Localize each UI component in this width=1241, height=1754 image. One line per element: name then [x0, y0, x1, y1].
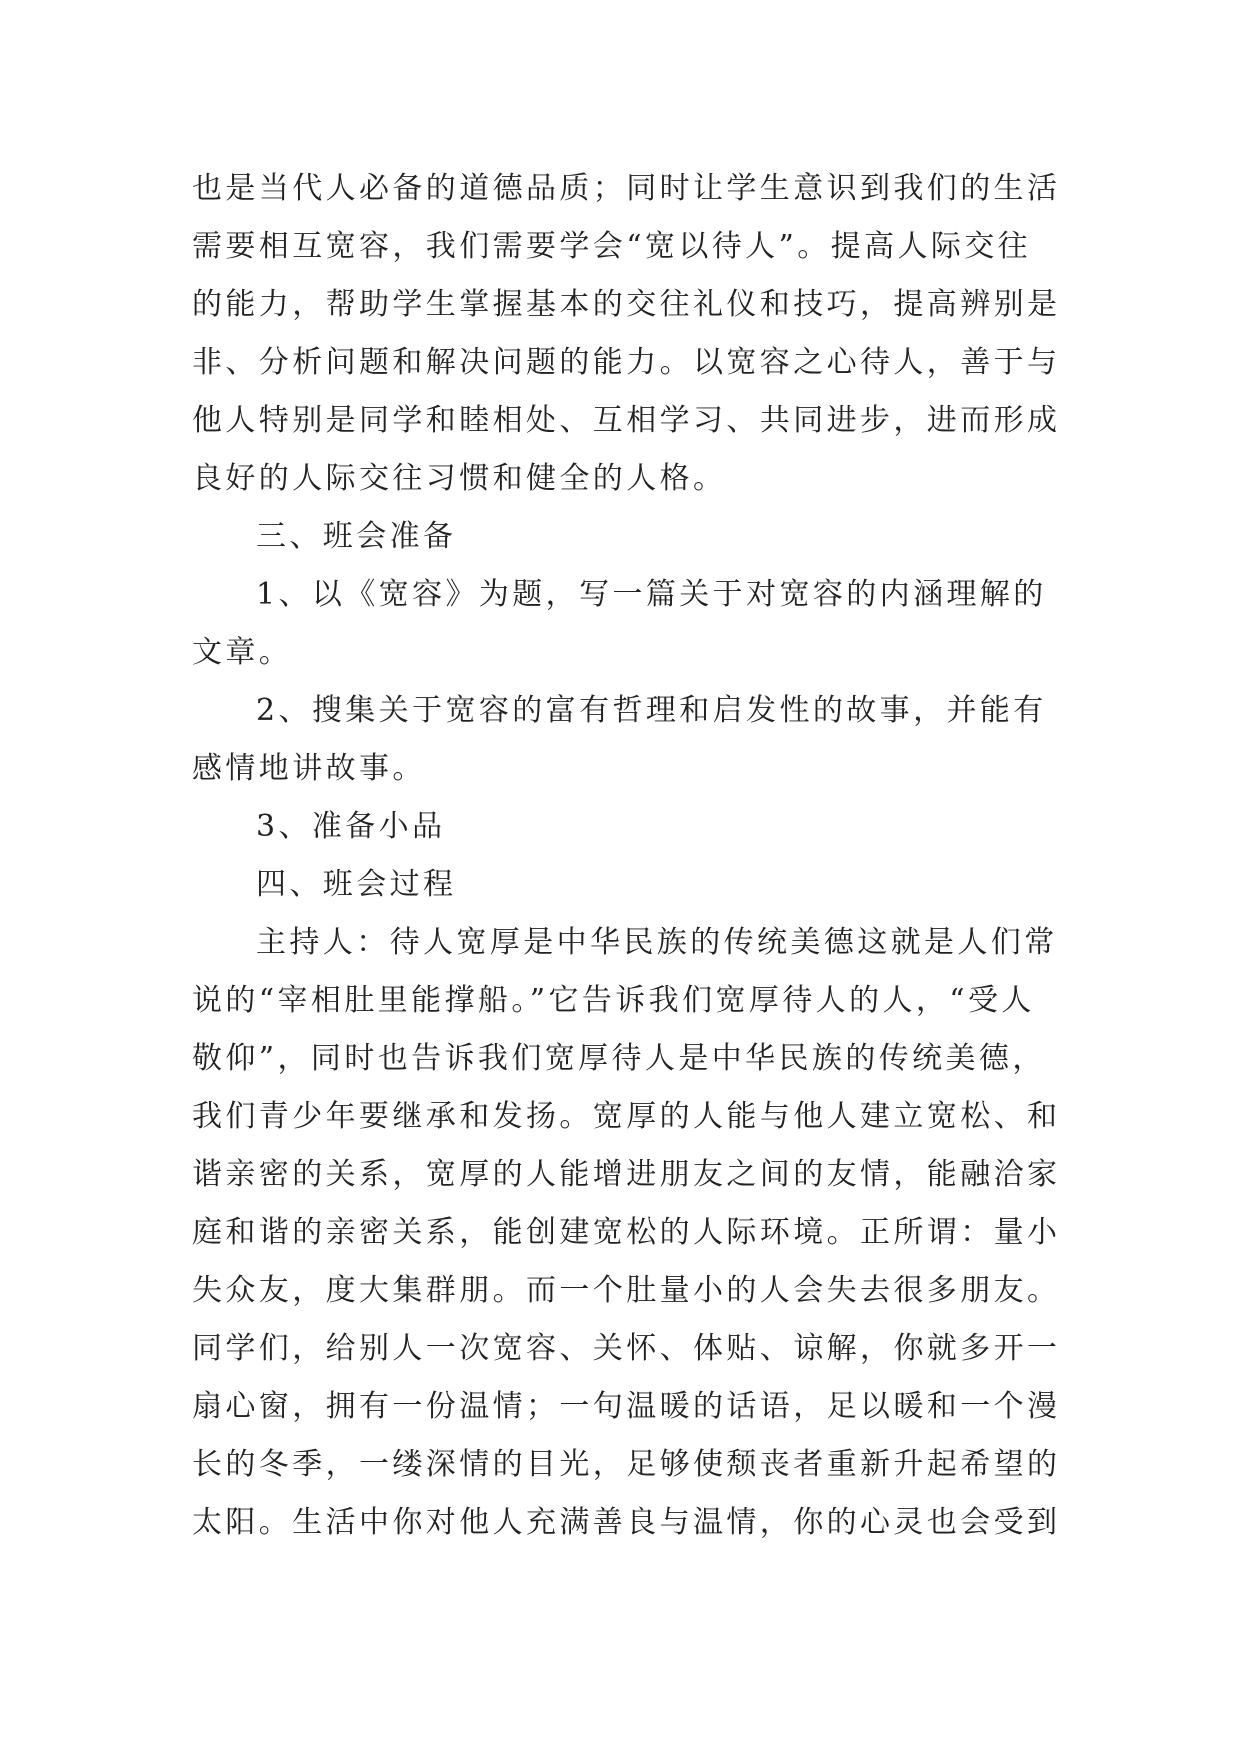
text-line: 也是当代人必备的道德品质；同时让学生意识到我们的生活 — [192, 171, 1061, 206]
text-line: 他人特别是同学和睦相处、互相学习、共同进步，进而形成 — [192, 403, 1061, 438]
text-line: 同学们，给别人一次宽容、关怀、体贴、谅解，你就多开一 — [192, 1331, 1061, 1366]
list-item: 2、搜集关于宽容的富有哲理和启发性的故事，并能有 — [256, 693, 1047, 728]
text-line: 良好的人际交往习惯和健全的人格。 — [192, 461, 727, 496]
text-line: 谐亲密的关系，宽厚的人能增进朋友之间的友情，能融洽家 — [192, 1157, 1061, 1192]
text-line: 失众友，度大集群朋。而一个肚量小的人会失去很多朋友。 — [192, 1273, 1061, 1308]
text-line: 庭和谐的亲密关系，能创建宽松的人际环境。正所谓：量小 — [192, 1215, 1061, 1250]
text-line: 的能力，帮助学生掌握基本的交往礼仪和技巧，提高辨别是 — [192, 287, 1061, 322]
text-line: 我们青少年要继承和发扬。宽厚的人能与他人建立宽松、和 — [192, 1099, 1061, 1134]
text-line: 扇心窗，拥有一份温情；一句温暖的话语，足以暖和一个漫 — [192, 1389, 1061, 1424]
text-line: 非、分析问题和解决问题的能力。以宽容之心待人，善于与 — [192, 345, 1061, 380]
text-line: 敬仰”，同时也告诉我们宽厚待人是中华民族的传统美德， — [192, 1041, 1046, 1076]
text-line: 长的冬季，一缕深情的目光，足够使颓丧者重新升起希望的 — [192, 1447, 1061, 1482]
text-line: 说的“宰相肚里能撑船。”它告诉我们宽厚待人的人，“受人 — [192, 983, 1035, 1018]
text-line: 文章。 — [192, 635, 293, 670]
section-heading: 四、班会过程 — [256, 867, 457, 902]
body-text — [192, 160, 1072, 1552]
section-heading: 三、班会准备 — [256, 519, 457, 554]
text-line: 需要相互宽容，我们需要学会“宽以待人”。提高人际交往 — [192, 229, 1032, 264]
text-line: 太阳。生活中你对他人充满善良与温情，你的心灵也会受到 — [192, 1505, 1061, 1540]
list-item: 1、以《宽容》为题，写一篇关于对宽容的内涵理解的 — [256, 577, 1047, 612]
paragraph-start: 主持人：待人宽厚是中华民族的传统美德这就是人们常 — [256, 925, 1058, 960]
text-line: 感情地讲故事。 — [192, 751, 426, 786]
list-item: 3、准备小品 — [256, 809, 446, 844]
